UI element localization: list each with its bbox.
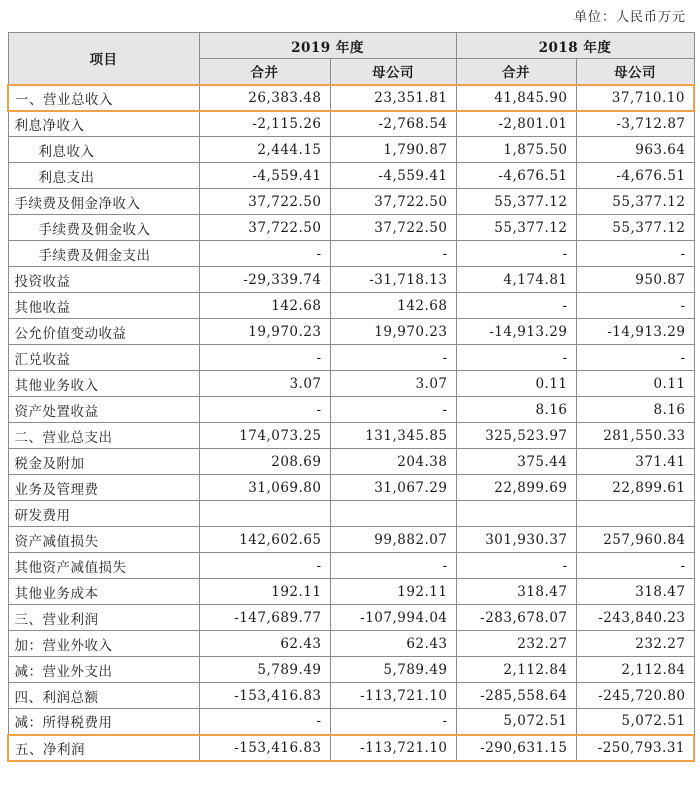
cell-2019-consolidated (199, 501, 330, 527)
cell-2018-parent: 22,899.61 (576, 475, 694, 501)
table-body (8, 85, 694, 761)
cell-2018-consolidated: -2,801.01 (456, 111, 576, 137)
cell-2018-parent: - (576, 553, 694, 579)
cell-2019-consolidated: 208.69 (199, 449, 330, 475)
cell-2018-parent: - (576, 241, 694, 267)
row-label: 投资收益 (8, 267, 199, 293)
unit-label: 单位：人民币万元 (573, 10, 686, 25)
row-label: 资产减值损失 (8, 527, 199, 553)
cell-2018-consolidated: 5,072.51 (456, 709, 576, 735)
cell-2018-parent: 55,377.12 (576, 215, 694, 241)
cell-2018-consolidated: 325,523.97 (456, 423, 576, 449)
cell-2019-consolidated: 192.11 (199, 579, 330, 605)
cell-2018-parent: 963.64 (576, 137, 694, 163)
cell-2019-consolidated: -153,416.83 (199, 735, 330, 761)
cell-2018-consolidated: 232.27 (456, 631, 576, 657)
cell-2018-parent: 318.47 (576, 579, 694, 605)
row-label: 手续费及佣金收入 (8, 215, 199, 241)
cell-2018-parent: 2,112.84 (576, 657, 694, 683)
cell-2019-consolidated: - (199, 553, 330, 579)
cell-2018-consolidated: -283,678.07 (456, 605, 576, 631)
cell-2018-consolidated (456, 501, 576, 527)
table-row (8, 397, 694, 423)
cell-2018-consolidated: 375.44 (456, 449, 576, 475)
cell-2018-consolidated: 2,112.84 (456, 657, 576, 683)
cell-2019-parent: 37,722.50 (330, 189, 456, 215)
cell-2018-consolidated: 8.16 (456, 397, 576, 423)
cell-2019-parent: 23,351.81 (330, 85, 456, 111)
cell-2019-consolidated: -4,559.41 (199, 163, 330, 189)
cell-2018-parent: -3,712.87 (576, 111, 694, 137)
table-row (8, 657, 694, 683)
cell-2019-consolidated: 37,722.50 (199, 189, 330, 215)
cell-2019-parent: - (330, 709, 456, 735)
cell-2018-consolidated: 22,899.69 (456, 475, 576, 501)
row-label: 利息支出 (8, 163, 199, 189)
table-row (8, 319, 694, 345)
row-label: 二、营业总支出 (8, 423, 199, 449)
row-label: 减：营业外支出 (8, 657, 199, 683)
cell-2019-parent: - (330, 553, 456, 579)
cell-2018-consolidated: 1,875.50 (456, 137, 576, 163)
cell-2018-parent: 37,710.10 (576, 85, 694, 111)
cell-2018-parent (576, 501, 694, 527)
cell-2018-parent: - (576, 345, 694, 371)
cell-2019-parent: -31,718.13 (330, 267, 456, 293)
cell-2019-parent: - (330, 241, 456, 267)
row-label: 手续费及佣金支出 (8, 241, 199, 267)
header-2019-consolidated: 合并 (199, 59, 330, 85)
cell-2019-consolidated: 142,602.65 (199, 527, 330, 553)
row-label: 其他收益 (8, 293, 199, 319)
row-label: 利息收入 (8, 137, 199, 163)
cell-2018-parent: -243,840.23 (576, 605, 694, 631)
cell-2019-parent: 3.07 (330, 371, 456, 397)
row-label: 税金及附加 (8, 449, 199, 475)
table-row (8, 85, 694, 111)
cell-2018-parent: -245,720.80 (576, 683, 694, 709)
cell-2019-parent: 19,970.23 (330, 319, 456, 345)
cell-2019-parent: -107,994.04 (330, 605, 456, 631)
cell-2019-consolidated: - (199, 397, 330, 423)
table-row (8, 163, 694, 189)
row-label: 利息净收入 (8, 111, 199, 137)
row-label: 加：营业外收入 (8, 631, 199, 657)
cell-2019-consolidated: -2,115.26 (199, 111, 330, 137)
row-label: 其他业务收入 (8, 371, 199, 397)
cell-2019-parent: -4,559.41 (330, 163, 456, 189)
cell-2019-consolidated: 3.07 (199, 371, 330, 397)
row-label: 资产处置收益 (8, 397, 199, 423)
table-row (8, 189, 694, 215)
cell-2018-consolidated: 301,930.37 (456, 527, 576, 553)
table-row (8, 371, 694, 397)
cell-2019-parent: 1,790.87 (330, 137, 456, 163)
cell-2018-parent: -14,913.29 (576, 319, 694, 345)
cell-2019-consolidated: -29,339.74 (199, 267, 330, 293)
row-label: 其他业务成本 (8, 579, 199, 605)
cell-2019-consolidated: 174,073.25 (199, 423, 330, 449)
table-row (8, 293, 694, 319)
row-label: 手续费及佣金净收入 (8, 189, 199, 215)
cell-2019-consolidated: -153,416.83 (199, 683, 330, 709)
cell-2018-consolidated: 41,845.90 (456, 85, 576, 111)
row-label: 减：所得税费用 (8, 709, 199, 735)
cell-2018-consolidated: -290,631.15 (456, 735, 576, 761)
table-row (8, 449, 694, 475)
cell-2019-parent (330, 501, 456, 527)
row-label: 四、利润总额 (8, 683, 199, 709)
cell-2019-consolidated: -147,689.77 (199, 605, 330, 631)
cell-2018-parent: -250,793.31 (576, 735, 694, 761)
cell-2019-parent: -2,768.54 (330, 111, 456, 137)
header-2018-consolidated: 合并 (456, 59, 576, 85)
cell-2018-consolidated: 55,377.12 (456, 189, 576, 215)
cell-2019-parent: - (330, 345, 456, 371)
row-label: 业务及管理费 (8, 475, 199, 501)
cell-2019-parent: -113,721.10 (330, 683, 456, 709)
cell-2019-consolidated: 5,789.49 (199, 657, 330, 683)
table-row (8, 501, 694, 527)
table-row (8, 709, 694, 735)
cell-2019-consolidated: 142.68 (199, 293, 330, 319)
table-row (8, 267, 694, 293)
cell-2018-parent: 371.41 (576, 449, 694, 475)
cell-2019-consolidated: 62.43 (199, 631, 330, 657)
cell-2018-consolidated: -14,913.29 (456, 319, 576, 345)
cell-2018-parent: 232.27 (576, 631, 694, 657)
table-row (8, 423, 694, 449)
cell-2018-consolidated: - (456, 345, 576, 371)
cell-2019-consolidated: - (199, 241, 330, 267)
cell-2018-consolidated: - (456, 553, 576, 579)
table-row (8, 683, 694, 709)
cell-2018-parent: 0.11 (576, 371, 694, 397)
cell-2018-consolidated: 55,377.12 (456, 215, 576, 241)
cell-2018-consolidated: 318.47 (456, 579, 576, 605)
cell-2019-consolidated: - (199, 345, 330, 371)
row-label: 其他资产减值损失 (8, 553, 199, 579)
row-label: 五、净利润 (8, 735, 199, 761)
cell-2019-consolidated: 19,970.23 (199, 319, 330, 345)
table-row (8, 475, 694, 501)
table-row (8, 111, 694, 137)
cell-2019-parent: 142.68 (330, 293, 456, 319)
cell-2018-parent: -4,676.51 (576, 163, 694, 189)
cell-2019-consolidated: 26,383.48 (199, 85, 330, 111)
cell-2019-consolidated: 37,722.50 (199, 215, 330, 241)
cell-2018-consolidated: - (456, 293, 576, 319)
cell-2018-parent: 5,072.51 (576, 709, 694, 735)
table-row (8, 215, 694, 241)
cell-2019-parent: 37,722.50 (330, 215, 456, 241)
cell-2018-consolidated: - (456, 241, 576, 267)
header-item: 项目 (8, 33, 199, 85)
cell-2019-parent: - (330, 397, 456, 423)
income-statement-table (7, 32, 695, 762)
table-row (8, 345, 694, 371)
table-row (8, 735, 694, 761)
table-row (8, 241, 694, 267)
cell-2018-consolidated: 0.11 (456, 371, 576, 397)
cell-2019-consolidated: - (199, 709, 330, 735)
cell-2018-parent: 257,960.84 (576, 527, 694, 553)
header-2018-parent: 母公司 (576, 59, 694, 85)
table-row (8, 579, 694, 605)
row-label: 汇兑收益 (8, 345, 199, 371)
cell-2018-consolidated: 4,174.81 (456, 267, 576, 293)
cell-2019-parent: 62.43 (330, 631, 456, 657)
table-row (8, 605, 694, 631)
cell-2018-consolidated: -285,558.64 (456, 683, 576, 709)
cell-2019-parent: 31,067.29 (330, 475, 456, 501)
row-label: 一、营业总收入 (8, 85, 199, 111)
cell-2018-parent: 8.16 (576, 397, 694, 423)
table-row (8, 553, 694, 579)
cell-2019-parent: 131,345.85 (330, 423, 456, 449)
cell-2018-consolidated: -4,676.51 (456, 163, 576, 189)
cell-2018-parent: 950.87 (576, 267, 694, 293)
header-year-2019: 2019 年度 (199, 33, 456, 59)
table-row (8, 137, 694, 163)
row-label: 公允价值变动收益 (8, 319, 199, 345)
row-label: 三、营业利润 (8, 605, 199, 631)
table-row (8, 527, 694, 553)
table-row (8, 631, 694, 657)
cell-2019-parent: -113,721.10 (330, 735, 456, 761)
header-2019-parent: 母公司 (330, 59, 456, 85)
cell-2019-parent: 5,789.49 (330, 657, 456, 683)
cell-2018-parent: 55,377.12 (576, 189, 694, 215)
cell-2019-consolidated: 31,069.80 (199, 475, 330, 501)
cell-2019-parent: 204.38 (330, 449, 456, 475)
header-year-2018: 2018 年度 (456, 33, 694, 59)
cell-2018-parent: 281,550.33 (576, 423, 694, 449)
cell-2019-consolidated: 2,444.15 (199, 137, 330, 163)
cell-2018-parent: - (576, 293, 694, 319)
cell-2019-parent: 192.11 (330, 579, 456, 605)
cell-2019-parent: 99,882.07 (330, 527, 456, 553)
row-label: 研发费用 (8, 501, 199, 527)
